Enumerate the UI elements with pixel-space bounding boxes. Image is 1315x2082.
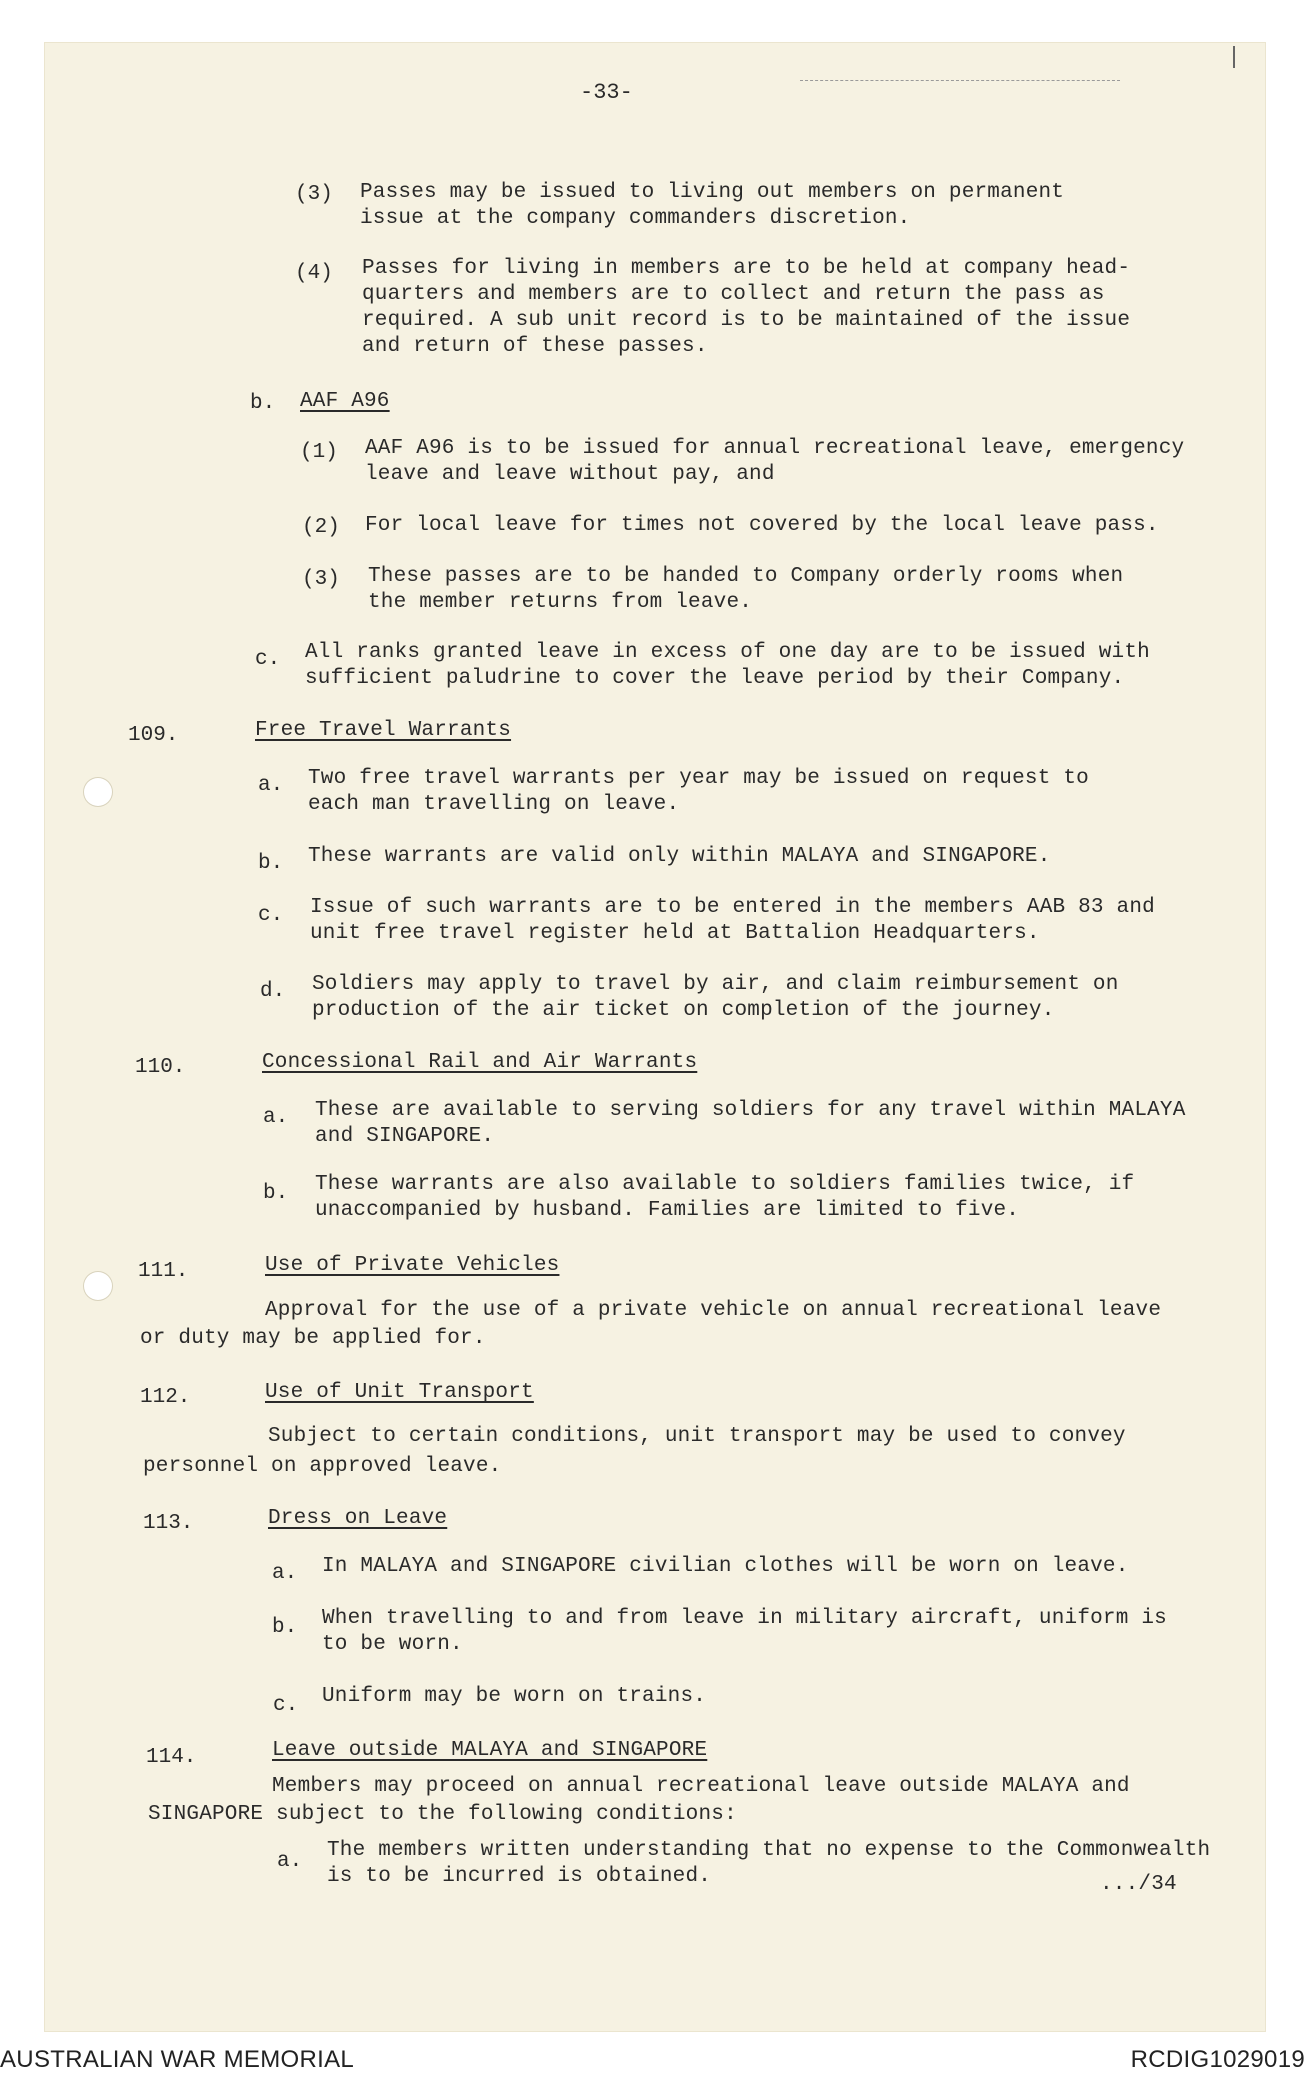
text-line: is to be incurred is obtained. [327,1865,712,1888]
text-line: Uniform may be worn on trains. [322,1685,707,1708]
text-line: Approval for the use of a private vehicle on annual recreational leave [265,1299,1162,1322]
section-heading: Use of Private Vehicles [265,1254,560,1277]
text-line: Subject to certain conditions, unit transport may be used to convey [268,1425,1126,1448]
text-line: These passes are to be handed to Company orderly rooms when [368,565,1124,588]
item-label: d. [260,980,286,1003]
edge-mark [1233,46,1235,68]
section-heading: Concessional Rail and Air Warrants [262,1051,698,1074]
text-line: For local leave for times not covered by the local leave pass. [365,514,1159,537]
text-line: The members written understanding that no expense to the Commonwealth [327,1839,1211,1862]
footer-record-id: RCDIG1029019 [1130,2046,1305,2073]
text-line: Issue of such warrants are to be entered in the members AAB 83 and [310,896,1155,919]
footer-institution: AUSTRALIAN WAR MEMORIAL [0,2046,355,2073]
text-line: These warrants are valid only within MALAYA and SINGAPORE. [308,845,1051,868]
punch-hole [84,1272,112,1300]
section-number: 110. [135,1056,186,1079]
text-line: to be worn. [322,1633,463,1656]
page-number: -33- [580,80,633,105]
text-line: When travelling to and from leave in military aircraft, uniform is [322,1607,1167,1630]
item-label: b. [250,392,276,415]
item-label: a. [272,1562,298,1585]
text-line: required. A sub unit record is to be maintained of the issue [362,309,1131,332]
text-line: production of the air ticket on completion of the journey. [312,999,1055,1022]
item-label: c. [273,1694,299,1717]
section-heading: Leave outside MALAYA and SINGAPORE [272,1739,708,1762]
text-line: issue at the company commanders discretion. [360,207,911,230]
item-label: a. [277,1850,303,1873]
item-label: (3) [302,568,340,591]
text-line: SINGAPORE subject to the following conditions: [148,1803,737,1826]
faint-dash-mark [800,80,1120,81]
item-label: b. [272,1616,298,1639]
item-label: (2) [302,516,340,539]
item-label: a. [258,774,284,797]
text-line: In MALAYA and SINGAPORE civilian clothes will be worn on leave. [322,1555,1129,1578]
text-line: quarters and members are to collect and return the pass as [362,283,1105,306]
text-line: These are available to serving soldiers for any travel within MALAYA [315,1099,1186,1122]
text-line: and return of these passes. [362,335,708,358]
text-line: each man travelling on leave. [308,793,680,816]
text-line: leave and leave without pay, and [365,463,775,486]
text-line: Members may proceed on annual recreational leave outside MALAYA and [272,1775,1130,1798]
continuation-marker: .../34 [1100,1873,1177,1896]
text-line: AAF A96 is to be issued for annual recreational leave, emergency [365,437,1185,460]
text-line: unaccompanied by husband. Families are limited to five. [315,1199,1020,1222]
item-label: (4) [295,262,333,285]
section-number: 113. [143,1512,194,1535]
text-line: unit free travel register held at Battalion Headquarters. [310,922,1040,945]
text-line: the member returns from leave. [368,591,753,614]
item-label: c. [255,648,281,671]
text-line: Passes for living in members are to be held at company head- [362,257,1131,280]
section-number: 112. [140,1386,191,1409]
section-number: 109. [128,724,179,747]
item-label: a. [263,1106,289,1129]
item-label: (1) [300,441,338,464]
text-line: These warrants are also available to soldiers families twice, if [315,1173,1135,1196]
text-line: and SINGAPORE. [315,1125,495,1148]
text-line: Passes may be issued to living out members on permanent [360,181,1065,204]
section-number: 111. [138,1260,189,1283]
item-label: c. [258,904,284,927]
section-heading: Free Travel Warrants [255,719,512,742]
text-line: Soldiers may apply to travel by air, and claim reimbursement on [312,973,1119,996]
item-label: b. [258,852,284,875]
text-line: Two free travel warrants per year may be issued on request to [308,767,1089,790]
text-line: or duty may be applied for. [140,1327,486,1350]
section-heading: AAF A96 [300,390,390,413]
section-number: 114. [146,1746,197,1769]
section-heading: Dress on Leave [268,1507,448,1530]
punch-hole [84,778,112,806]
item-label: b. [263,1182,289,1205]
text-line: All ranks granted leave in excess of one day are to be issued with [305,641,1150,664]
text-line: personnel on approved leave. [143,1455,502,1478]
text-line: sufficient paludrine to cover the leave period by their Company. [305,667,1125,690]
section-heading: Use of Unit Transport [265,1381,534,1404]
item-label: (3) [295,183,333,206]
